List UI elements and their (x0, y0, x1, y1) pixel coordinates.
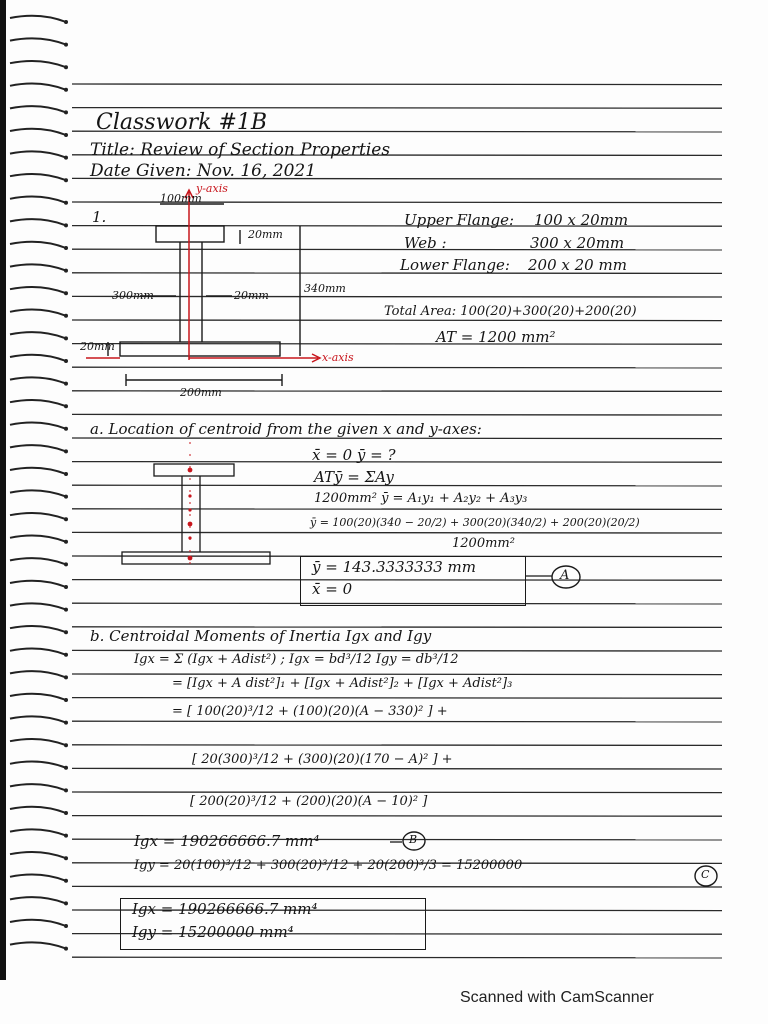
igy-value: Igy = 20(100)³/12 + 300(20)³/12 + 20(200)³/3 = 15200000 (134, 858, 523, 873)
top-thickness-dim: 20mm (248, 228, 283, 241)
bottom-thickness-dim: 20mm (80, 340, 115, 353)
igx-definition: Igx = Σ (Igx + Adist²) ; Igx = bd³/12 Igy = db³/12 (134, 652, 459, 667)
upper-flange-value: 100 x 20mm (534, 211, 629, 229)
top-width-dim: 100mm (160, 192, 202, 205)
lower-flange-value: 200 x 20 mm (528, 256, 627, 274)
lower-flange-label: Lower Flange: (400, 256, 510, 274)
total-area-value: AT = 1200 mm² (436, 328, 556, 346)
title-line: Title: Review of Section Properties (90, 140, 391, 160)
part-b-heading: b. Centroidal Moments of Inertia Igx and Igy (90, 627, 432, 645)
web-thickness-dim: 20mm (234, 289, 269, 302)
eq1-line: 1200mm² ȳ = A₁y₁ + A₂y₂ + A₃y₃ (314, 491, 528, 506)
scanner-watermark: Scanned with CamScanner (460, 989, 654, 1006)
aty-line: ATȳ = ΣAy (314, 468, 394, 486)
total-height-dim: 340mm (304, 282, 346, 295)
date-line: Date Given: Nov. 16, 2021 (90, 161, 317, 181)
igx-term-3: [ 200(20)³/12 + (200)(20)(A − 10)² ] (190, 794, 428, 809)
y-axis-label: y-axis (196, 182, 228, 195)
web-value: 300 x 20mm (530, 234, 625, 252)
classwork-heading: Classwork #1B (96, 110, 268, 135)
igx-term-1: = [ 100(20)³/12 + (100)(20)(A − 330)² ] + (172, 704, 448, 719)
problem-number: 1. (92, 208, 107, 226)
answer-tag-c-letter: C (701, 868, 710, 881)
eq2-denominator: 1200mm² (452, 536, 515, 551)
answer-tag-a-letter: A (560, 568, 570, 583)
eq2-line: ȳ = 100(20)(340 − 20/2) + 300(20)(340/2) + 200(20)(20/2) (310, 516, 640, 529)
final-igy: Igy = 15200000 mm⁴ (132, 923, 294, 941)
igx-value: Igx = 190266666.7 mm⁴ (134, 832, 320, 850)
part-a-heading: a. Location of centroid from the given x and y-axes: (90, 420, 482, 438)
total-area: Total Area: 100(20)+300(20)+200(20) (384, 304, 637, 319)
xbar-result: x̄ = 0 (312, 580, 353, 598)
bottom-width-dim: 200mm (180, 386, 222, 399)
web-height-dim: 300mm (112, 289, 154, 302)
answer-tag-b-letter: B (409, 833, 418, 846)
igx-term-2: [ 20(300)³/12 + (300)(20)(170 − A)² ] + (192, 752, 453, 767)
final-igx: Igx = 190266666.7 mm⁴ (132, 900, 318, 918)
igx-sum-expanded: = [Igx + A dist²]₁ + [Igx + Adist²]₂ + [Igx + Adist²]₃ (172, 676, 513, 691)
upper-flange-label: Upper Flange: (404, 211, 515, 229)
web-label: Web : (404, 234, 447, 252)
x-axis-label: x-axis (322, 351, 354, 364)
xbar-ybar-line: x̄ = 0 ȳ = ? (312, 446, 396, 464)
ybar-result: ȳ = 143.3333333 mm (312, 558, 476, 576)
